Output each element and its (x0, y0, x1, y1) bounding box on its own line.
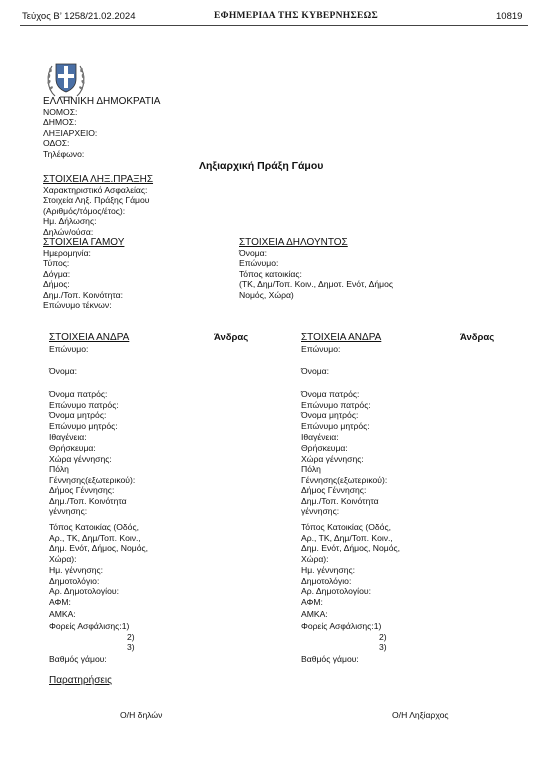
groom-field: Γέννησης(εξωτερικού): (301, 474, 388, 485)
groom-field: Όνομα: (301, 366, 330, 376)
groom-field: Δήμος Γέννησης: (49, 485, 115, 495)
groom-heading: ΣΤΟΙΧΕΙΑ ΑΝΔΡΑ (301, 332, 382, 343)
groom-field: ΑΦΜ: (301, 597, 323, 607)
declarant-signature-label: Ο/Η δηλών (120, 710, 163, 720)
groom-field: ΑΦΜ: (49, 597, 71, 607)
groom-field: Αρ. Δημοτολογίου: (49, 586, 119, 596)
groom-field: Αρ., ΤΚ, Δημ/Τοπ. Κοιν., (49, 532, 141, 543)
groom-field: Δημοτολόγιο: (49, 575, 100, 586)
groom-field: Πόλη (49, 464, 69, 474)
registrar-signature-label: Ο/Η Ληξίαρχος (392, 710, 449, 720)
marriage-field: Τύπος: (43, 258, 70, 268)
groom-field: Χώρα γέννησης: (301, 453, 364, 464)
groom-field: Όνομα μητρός: (49, 410, 107, 420)
groom-field: Επώνυμο μητρός: (49, 420, 118, 431)
groom-field: Επώνυμο πατρός: (301, 399, 371, 410)
groom-field: Αρ. Δημοτολογίου: (301, 586, 371, 596)
groom-field: Ημ. γέννησης: (301, 565, 356, 575)
groom-tag: Άνδρας (214, 332, 249, 343)
marriage-field: Ημερομηνία: (43, 247, 91, 258)
groom-field: Βαθμός γάμου: (301, 653, 359, 664)
groom-field: Χώρα γέννησης: (49, 453, 112, 464)
groom-field: ΑΜΚΑ: (49, 608, 76, 619)
groom-tag: Άνδρας (460, 332, 495, 343)
groom-field: 3) (127, 642, 135, 652)
issue-reference: Τεύχος Β’ 1258/21.02.2024 (22, 11, 136, 22)
issuer-field: Τηλέφωνο: (43, 149, 85, 159)
groom-field: Δημοτολόγιο: (301, 575, 352, 586)
groom-field: Όνομα πατρός: (301, 389, 360, 399)
groom-field: 2) (127, 631, 135, 642)
act-field: Ημ. Δήλωσης: (43, 216, 97, 226)
groom-field: Γέννησης(εξωτερικού): (49, 474, 136, 485)
country-name: ΕΛΛΗΝΙΚΗ ΔΗΜΟΚΡΑΤΙΑ (43, 96, 161, 107)
issuer-field: ΔΗΜΟΣ: (43, 117, 77, 127)
groom-field: Δημ. Ενότ, Δήμος, Νομός, (49, 543, 149, 553)
groom-field: 3) (379, 642, 387, 652)
groom-field: Επώνυμο: (49, 344, 89, 354)
groom-field: Φορείς Ασφάλισης:1) (301, 621, 382, 631)
issuer-field: ΟΔΟΣ: (43, 138, 70, 148)
groom-field: 2) (379, 631, 387, 642)
declarant-field: Τόπος κατοικίας: (239, 268, 302, 279)
groom-field: Όνομα πατρός: (49, 389, 108, 399)
groom-field: Τόπος Κατοικίας (Οδός, (301, 522, 391, 532)
marriage-field: Επώνυμο τέκνων: (43, 300, 112, 310)
groom-field: Δημ./Τοπ. Κοινότητα (301, 495, 379, 506)
groom-field: Ιθαγένεια: (49, 432, 87, 442)
groom-field: Ημ. γέννησης: (49, 565, 104, 575)
declarant-field: Όνομα: (239, 247, 268, 258)
groom-field: Φορείς Ασφάλισης:1) (49, 621, 130, 631)
issuer-field: ΛΗΞΙΑΡΧΕΙΟ: (43, 127, 98, 138)
document-title: Ληξιαρχική Πράξη Γάμου (199, 160, 324, 172)
groom-field: Όνομα μητρός: (301, 410, 359, 420)
groom-field: γέννησης: (49, 506, 88, 516)
gazette-title: ΕΦΗΜΕΡΙΔΑ ΤΗΣ ΚΥΒΕΡΝΗΣΕΩΣ (214, 11, 379, 21)
declarant-heading: ΣΤΟΙΧΕΙΑ ΔΗΛΟΥΝΤΟΣ (239, 237, 348, 248)
groom-field: ΑΜΚΑ: (301, 608, 328, 619)
groom-field: Θρήσκευμα: (49, 443, 96, 453)
remarks-heading: Παρατηρήσεις (49, 675, 112, 686)
marriage-field: Δημ./Τοπ. Κοινότητα: (43, 289, 123, 300)
header-rule (20, 25, 528, 26)
groom-field: Επώνυμο πατρός: (49, 399, 119, 410)
act-field: Στοιχεία Ληξ. Πράξης Γάμου (43, 195, 150, 205)
groom-field: Ιθαγένεια: (301, 432, 339, 442)
groom-field: Χώρα): (49, 553, 77, 564)
groom-field: Τόπος Κατοικίας (Οδός, (49, 522, 139, 532)
act-heading: ΣΤΟΙΧΕΙΑ ΛΗΞ.ΠΡΑΞΗΣ (43, 174, 154, 185)
marriage-field: Δόγμα: (43, 268, 71, 279)
groom-field: Όνομα: (49, 366, 78, 376)
marriage-field: Δήμος: (43, 279, 70, 289)
groom-field: Επώνυμο: (301, 344, 341, 354)
groom-field: Δημ./Τοπ. Κοινότητα (49, 495, 127, 506)
groom-field: Αρ., ΤΚ, Δημ/Τοπ. Κοιν., (301, 532, 393, 543)
act-field: (Αριθμός/τόμος/έτος): (43, 205, 126, 216)
declarant-field: (ΤΚ, Δημ/Τοπ. Κοιν., Δημοτ. Ενότ, Δήμος (239, 279, 394, 289)
act-field: Δηλών/ούσα: (43, 226, 94, 237)
groom-heading: ΣΤΟΙΧΕΙΑ ΑΝΔΡΑ (49, 332, 130, 343)
groom-field: Χώρα): (301, 553, 329, 564)
groom-field: Δήμος Γέννησης: (301, 485, 367, 495)
issuer-field: ΝΟΜΟΣ: (43, 107, 78, 117)
declarant-field: Νομός, Χώρα) (239, 289, 294, 300)
groom-field: Δημ. Ενότ, Δήμος, Νομός, (301, 543, 401, 553)
coat-of-arms-icon (43, 55, 89, 101)
declarant-field: Επώνυμο: (239, 258, 279, 268)
groom-field: Επώνυμο μητρός: (301, 420, 370, 431)
groom-field: Βαθμός γάμου: (49, 653, 107, 664)
groom-field: Θρήσκευμα: (301, 443, 348, 453)
act-field: Χαρακτηριστικό Ασφαλείας: (43, 184, 148, 195)
groom-field: γέννησης: (301, 506, 340, 516)
marriage-heading: ΣΤΟΙΧΕΙΑ ΓΑΜΟΥ (43, 237, 125, 248)
page-number: 10819 (496, 11, 523, 22)
groom-field: Πόλη (301, 464, 321, 474)
